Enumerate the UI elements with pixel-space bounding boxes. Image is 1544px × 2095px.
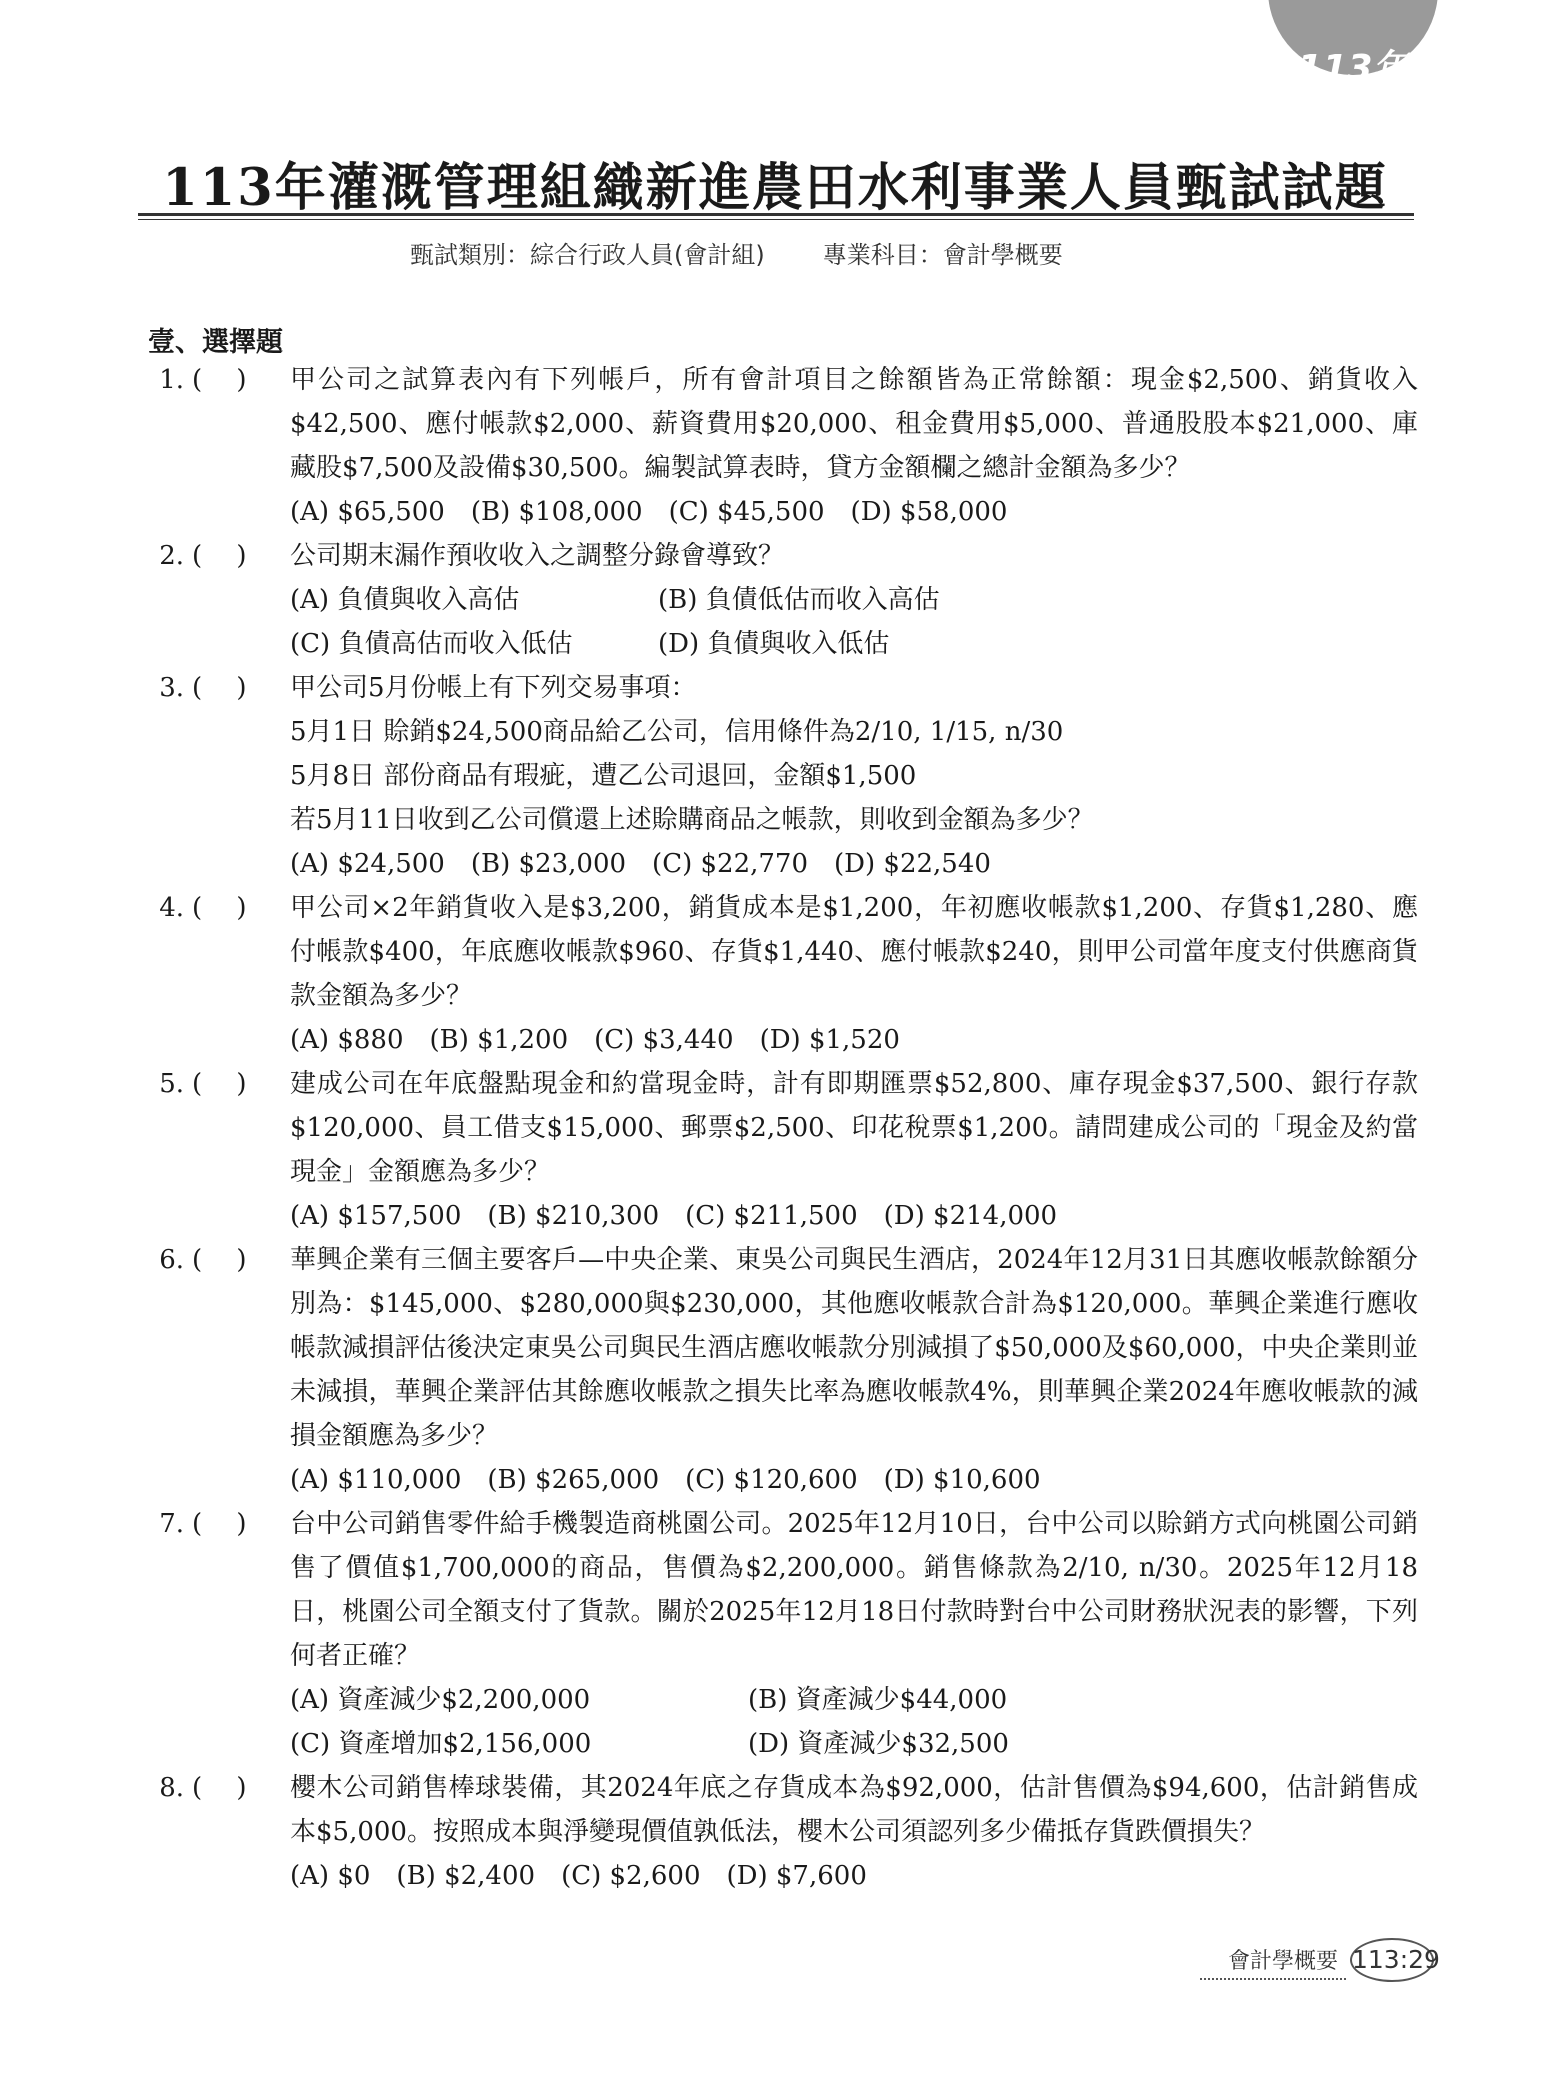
question-5 — [148, 1062, 1418, 1238]
question-2 — [148, 534, 1418, 666]
question-number: 6. — [159, 1245, 184, 1275]
option-d: (D) 資產減少$32,500 — [748, 1729, 1009, 1759]
options — [290, 1018, 1418, 1062]
exam-category: 甄試類別：綜合行政人員(會計組) — [410, 241, 765, 269]
option-d: (D) $7,600 — [726, 1861, 867, 1891]
answer-bracket: ( ) — [192, 1773, 247, 1803]
options — [290, 1678, 1418, 1766]
question-7 — [148, 1502, 1418, 1766]
question-number: 8. — [159, 1773, 184, 1803]
page-number: 113:29 — [1350, 1938, 1434, 1982]
title-divider — [138, 213, 1414, 220]
exam-info — [410, 235, 1310, 270]
answer-bracket: ( ) — [192, 541, 247, 571]
option-a: (A) $880 — [290, 1025, 404, 1055]
options — [290, 490, 1418, 534]
question-text: 台中公司銷售零件給手機製造商桃園公司。2025年12月10日，台中公司以賒銷方式向桃園公司銷售了價值$1,700,000的商品，售價為$2,200,000。銷售條款為2/10, n/30。2025年12月18日，桃園公司全額支付了貨款。關於2025年12月18日付款時對台中公司財務狀況表的影響，下列何者正確？ — [290, 1509, 1418, 1671]
answer-bracket: ( ) — [192, 1069, 247, 1099]
option-c: (C) $120,600 — [685, 1465, 858, 1495]
option-c: (C) $22,770 — [652, 849, 809, 879]
option-d: (D) $22,540 — [834, 849, 991, 879]
option-b: (B) $1,200 — [429, 1025, 569, 1055]
option-b: (B) $23,000 — [470, 849, 627, 879]
option-b: (B) $210,300 — [487, 1201, 660, 1231]
question-text: 公司期末漏作預收收入之調整分錄會導致？ — [290, 541, 785, 571]
question-6 — [148, 1238, 1418, 1502]
page-title: 113年灌溉管理組織新進農田水利事業人員甄試試題 — [162, 158, 1388, 218]
options — [290, 578, 1418, 666]
option-d: (D) $58,000 — [850, 497, 1008, 527]
options — [290, 1854, 1418, 1898]
option-b: (B) $265,000 — [487, 1465, 660, 1495]
option-c: (C) $3,440 — [594, 1025, 734, 1055]
option-b: (B) 負債低估而收入高估 — [658, 585, 940, 615]
question-text: 甲公司之試算表內有下列帳戶，所有會計項目之餘額皆為正常餘額：現金$2,500、銷貨收入$42,500、應付帳款$2,000、薪資費用$20,000、租金費用$5,000、普通股股本$21,000、庫藏股$7,500及設備$30,500。編製試算表時，貸方金額欄之總計金額為多少？ — [290, 365, 1418, 483]
question-text: 甲公司×2年銷貨收入是$3,200，銷貨成本是$1,200，年初應收帳款$1,200、存貨$1,280、應付帳款$400，年底應收帳款$960、存貨$1,440、應付帳款$240，則甲公司當年度支付供應商貨款金額為多少？ — [290, 893, 1418, 1011]
year-tab-label: 113年 — [1297, 48, 1409, 89]
option-c: (C) $2,600 — [561, 1861, 701, 1891]
footer-divider — [1200, 1978, 1346, 1980]
options — [290, 842, 1418, 886]
option-c: (C) $211,500 — [685, 1201, 858, 1231]
option-a: (A) $24,500 — [290, 849, 445, 879]
section-heading: 壹、選擇題 — [148, 327, 283, 358]
footer-subject: 會計學概要 — [1227, 1949, 1338, 1974]
transaction-line: 5月1日 賒銷$24,500商品給乙公司，信用條件為2/10, 1/15, n/30 — [290, 717, 1064, 747]
option-d: (D) 負債與收入低估 — [658, 629, 890, 659]
question-4 — [148, 886, 1418, 1062]
option-d: (D) $214,000 — [883, 1201, 1058, 1231]
option-a: (A) $0 — [290, 1861, 371, 1891]
option-a: (A) $110,000 — [290, 1465, 462, 1495]
question-text: 建成公司在年底盤點現金和約當現金時，計有即期匯票$52,800、庫存現金$37,500、銀行存款$120,000、員工借支$15,000、郵票$2,500、印花稅票$1,200。請問建成公司的「現金及約當現金」金額應為多少？ — [290, 1069, 1418, 1187]
question-number: 5. — [159, 1069, 184, 1099]
question-number: 3. — [159, 673, 184, 703]
question-text: 櫻木公司銷售棒球裝備，其2024年底之存貨成本為$92,000，估計售價為$94,600，估計銷售成本$5,000。按照成本與淨變現價值孰低法，櫻木公司須認列多少備抵存貨跌價損失？ — [290, 1773, 1418, 1847]
answer-bracket: ( ) — [192, 1509, 247, 1539]
option-b: (B) $108,000 — [470, 497, 643, 527]
transaction-line: 5月8日 部份商品有瑕疵，遭乙公司退回，金額$1,500 — [290, 761, 917, 791]
options — [290, 1458, 1418, 1502]
answer-bracket: ( ) — [192, 1245, 247, 1275]
answer-bracket: ( ) — [192, 365, 247, 395]
options — [290, 1194, 1418, 1238]
option-b: (B) 資產減少$44,000 — [748, 1685, 1008, 1715]
question-number: 7. — [159, 1509, 184, 1539]
exam-subject: 專業科目：會計學概要 — [822, 241, 1063, 269]
question-3 — [148, 666, 1418, 886]
question-8 — [148, 1766, 1418, 1898]
option-c: (C) $45,500 — [668, 497, 825, 527]
question-text: 華興企業有三個主要客戶—中央企業、東吳公司與民生酒店，2024年12月31日其應收帳款餘額分別為：$145,000、$280,000與$230,000，其他應收帳款合計為$120,000。華興企業進行應收帳款減損評估後決定東吳公司與民生酒店應收帳款分別減損了$50,000及$60,000，中央企業則並未減損，華興企業評估其餘應收帳款之損失比率為應收帳款4%，則華興企業2024年應收帳款的減損金額應為多少？ — [290, 1245, 1418, 1451]
question-list — [148, 358, 1418, 1898]
question-text: 甲公司5月份帳上有下列交易事項： — [290, 673, 697, 703]
option-c: (C) 資產增加$2,156,000 — [290, 1729, 592, 1759]
question-prompt: 若5月11日收到乙公司償還上述賒購商品之帳款，則收到金額為多少？ — [290, 805, 1094, 835]
answer-bracket: ( ) — [192, 893, 247, 923]
question-number: 2. — [159, 541, 184, 571]
option-c: (C) 負債高估而收入低估 — [290, 629, 573, 659]
option-d: (D) $10,600 — [883, 1465, 1041, 1495]
question-1 — [148, 358, 1418, 534]
option-d: (D) $1,520 — [759, 1025, 900, 1055]
option-a: (A) 資產減少$2,200,000 — [290, 1685, 591, 1715]
question-number: 1. — [159, 365, 184, 395]
question-number: 4. — [159, 893, 184, 923]
option-b: (B) $2,400 — [396, 1861, 536, 1891]
option-a: (A) $157,500 — [290, 1201, 462, 1231]
option-a: (A) $65,500 — [290, 497, 445, 527]
option-a: (A) 負債與收入高估 — [290, 585, 520, 615]
answer-bracket: ( ) — [192, 673, 247, 703]
